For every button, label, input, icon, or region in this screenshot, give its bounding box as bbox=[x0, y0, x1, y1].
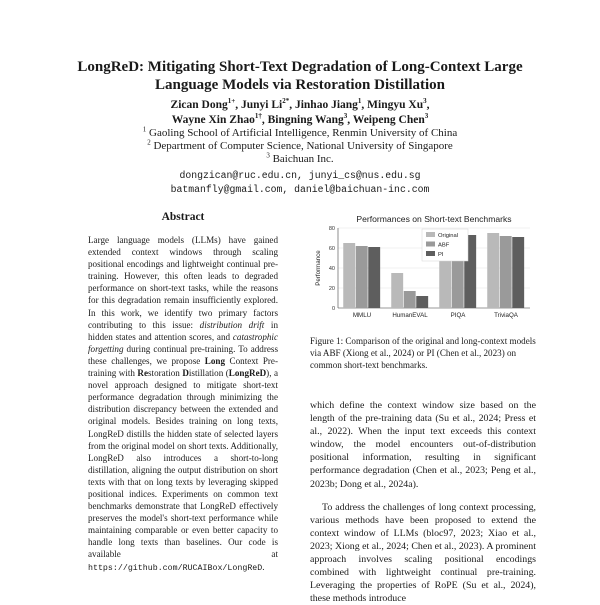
abstract-text: during continual pre-training. To address these challenges, we propose bbox=[88, 343, 278, 366]
author-name: Mingyu Xu bbox=[367, 99, 424, 111]
figure-caption: Figure 1: Comparison of the original and long-context models via ABF (Xiong et al., 2024) or PI (Chen et al., 2023) on common short-text benchmarks. bbox=[310, 336, 536, 370]
x-tick-label: TriviaQA bbox=[494, 312, 518, 319]
emails-line-2: batmanfly@gmail.com, daniel@baichuan-inc.com bbox=[170, 183, 430, 195]
bar-chart bbox=[310, 211, 535, 329]
bar-abf-humaneval bbox=[404, 291, 416, 308]
abstract-heading: Abstract bbox=[161, 211, 205, 223]
legend-swatch-pi bbox=[426, 251, 435, 256]
title-line-2: Language Models via Restoration Distillation bbox=[154, 77, 445, 93]
x-tick-label: MMLU bbox=[352, 312, 372, 319]
affiliation-number: 3 bbox=[266, 151, 270, 160]
y-tick-label: 80 bbox=[328, 226, 335, 232]
abstract-text: Large language models (LLMs) have gained extended context windows through scaling positional encodings and lightweight continual pre-training. However, this often leads to degraded performance on short-text tasks, while the reasons for this degradation remain insufficiently explored. In this work, we identify two primary factors contributing to this issue: bbox=[88, 235, 278, 330]
legend-swatch-original bbox=[426, 232, 435, 237]
affiliation-line bbox=[40, 140, 560, 153]
emails-line-1: dongzican@ruc.edu.cn, junyi_cs@nus.edu.sg bbox=[179, 170, 421, 181]
author-affiliation-mark: 1+ bbox=[227, 97, 236, 106]
bar-abf-triviaqa bbox=[500, 236, 512, 308]
y-tick-label: 60 bbox=[328, 246, 335, 252]
legend-label: Original bbox=[438, 233, 458, 239]
abstract-bold: Re bbox=[137, 368, 149, 379]
code-link[interactable]: https://github.com/RUCAIBox/LongReD bbox=[88, 563, 263, 573]
bar-original-mmlu bbox=[343, 243, 355, 308]
author-name: Junyi Li bbox=[240, 99, 283, 111]
author-name: Zican Dong bbox=[170, 99, 228, 111]
figure-1 bbox=[310, 211, 535, 329]
author-separator: , bbox=[347, 114, 353, 126]
author-affiliation-mark: 2* bbox=[282, 97, 290, 106]
author-name: Wayne Xin Zhao bbox=[171, 114, 255, 126]
author-separator: , bbox=[261, 114, 268, 126]
abstract-emphasis: catastrophic forgetting bbox=[88, 331, 278, 354]
bar-pi-humaneval bbox=[416, 296, 428, 308]
author-name: Jinhao Jiang bbox=[294, 99, 358, 111]
bar-pi-mmlu bbox=[368, 247, 380, 308]
authors-line-2 bbox=[40, 113, 560, 128]
author-affiliation-mark: 1 bbox=[357, 97, 362, 106]
affiliation-line bbox=[40, 127, 560, 140]
email-block bbox=[40, 169, 560, 196]
bar-abf-mmlu bbox=[356, 246, 368, 308]
author-separator: , bbox=[235, 99, 241, 111]
affiliation-line bbox=[40, 153, 560, 166]
affiliation-text: Gaoling School of Artificial Intelligence, Renmin University of China bbox=[146, 127, 458, 139]
author-separator: , bbox=[361, 99, 368, 111]
abstract-text: in hidden states and attention scores, and bbox=[88, 319, 278, 342]
affiliation-text: Baichuan Inc. bbox=[269, 153, 334, 165]
chart-title: Performances on Short-text Benchmarks bbox=[356, 214, 512, 224]
legend-label: PI bbox=[438, 252, 444, 258]
body-text-right bbox=[310, 399, 536, 605]
author-separator: , bbox=[289, 99, 295, 111]
author-affiliation-mark: 3 bbox=[424, 112, 429, 121]
y-tick-label: 40 bbox=[328, 266, 335, 272]
x-tick-label: PIQA bbox=[450, 312, 466, 319]
abstract-body bbox=[88, 234, 278, 575]
title-line-1: LongReD: Mitigating Short-Text Degradation of Long-Context Large bbox=[77, 59, 523, 75]
abstract-bold: Long bbox=[204, 355, 226, 366]
authors-line-1 bbox=[40, 98, 560, 113]
abstract-text: . bbox=[262, 561, 265, 572]
legend-label: ABF bbox=[438, 242, 450, 249]
abstract-bold: LongReD bbox=[228, 368, 267, 379]
abstract-text: ), a novel approach designed to mitigate short-text performance degradation through minimizing the distribution discrepancy between the extended and original models. Besides training on long texts, LongReD distills the hidden state of selected layers from the original model on short texts. Additionally, LongReD also introduces a short-to-long distillation, aligning the output distribution on short texts with that on long texts by leveraging skipped positional indices. Experiments on common text benchmarks demonstrate that LongReD effectively preserves the model's short-text performance while maintaining comparable or even better capacity to handle long texts than baselines. Our code is available at bbox=[88, 368, 278, 560]
author-affiliation-mark: 3 bbox=[343, 112, 348, 121]
y-tick-label: 0 bbox=[331, 306, 335, 312]
y-axis-label: Performance bbox=[315, 250, 322, 286]
y-tick-label: 20 bbox=[328, 286, 335, 292]
body-paragraph: To address the challenges of long context processing, various methods have been proposed to extend the context window of LLMs (bloc97, 2023; Xiao et al., 2023; Xiong et al., 2024; Chen et al., 2023). A prominent approach involves scaling positional encodings combined with lightweight continual pre-training. Leveraging the properties of RoPE (Su et al., 2024), these methods introduce bbox=[310, 501, 536, 605]
bar-original-humaneval bbox=[391, 273, 403, 308]
affiliations bbox=[40, 127, 560, 166]
author-affiliation-mark: 1† bbox=[254, 112, 262, 121]
affiliation-text: Department of Computer Science, National University of Singapore bbox=[150, 140, 453, 152]
author-name: Bingning Wang bbox=[267, 114, 344, 126]
abstract-emphasis: distribution drift bbox=[199, 319, 265, 330]
abstract-text: Context Pre-training with bbox=[88, 355, 278, 379]
affiliation-number: 1 bbox=[142, 125, 147, 134]
author-separator: , bbox=[426, 99, 430, 111]
abstract-text: istillation ( bbox=[188, 368, 229, 379]
author-list bbox=[40, 98, 560, 128]
bar-original-triviaqa bbox=[487, 233, 499, 308]
abstract-bold: D bbox=[182, 368, 189, 379]
affiliation-number: 2 bbox=[147, 138, 151, 147]
legend-swatch-abf bbox=[426, 242, 435, 247]
author-name: Weipeng Chen bbox=[352, 114, 425, 126]
author-affiliation-mark: 3 bbox=[423, 97, 427, 106]
paper-title bbox=[40, 58, 560, 94]
abstract-text: storation bbox=[148, 368, 183, 379]
bar-pi-triviaqa bbox=[512, 237, 524, 308]
body-paragraph: which define the context window size based on the length of the pre-training data (Su et al., 2024; Press et al., 2022). When the input text exceeds this context window, the model encounters out-of-distribution positional information, resulting in significant performance degradation (Chen et al., 2023; Peng et al., 2023b; Dong et al., 2024a). bbox=[310, 400, 536, 490]
x-tick-label: HumanEVAL bbox=[392, 312, 428, 319]
